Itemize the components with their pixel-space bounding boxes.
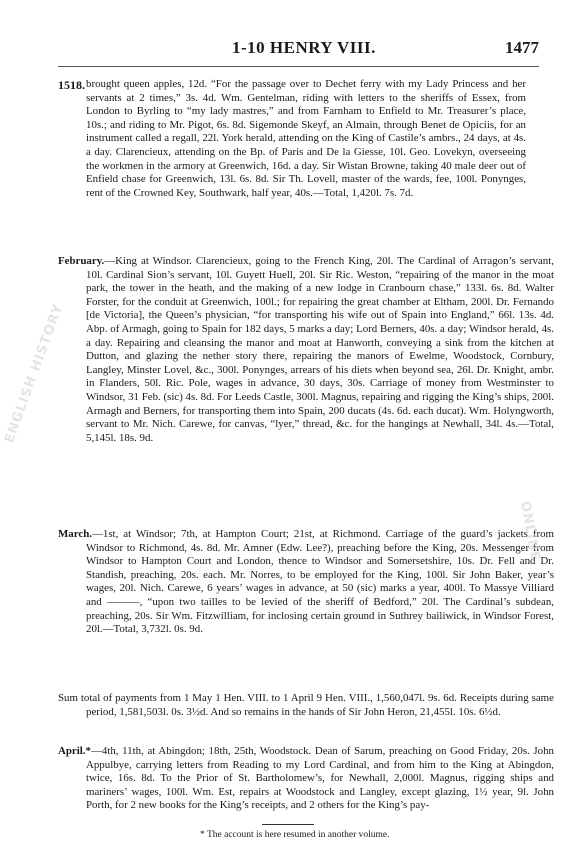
april-label: April.* [58, 745, 91, 757]
january-continuation: brought queen apples, 12d. “For the passage over to Dechet ferry with my Lady Princess and her servants at 2 times,” 3s. 4d. Wm. Gentelman, riding with letters to the sheriffs of Essex, from London to Byrling to “my lady mastres,” and from Farnham to Enfield to Mr. Treasurer’s place, 10s.; and riding to Mr. Pigot, 6s. 8d. Sigemonde Skeyf, an Almain, through Benet de Opiciis, for an instrument called a regall, 22l. York herald, attending on the King of Castile’s ambrs., 24 days, at 4s. a day. Clarencieux, attending on the Bp. of Paris and De la Giesse, 10l. Geo. Lovekyn, overseeing the workmen in the armory at Greenwich, 16d. a day. Sir Wistan Browne, taking 40 male deer out of Enfield chase for Greenwich, 13l. 6s. 8d. Sir Th. Lovell, master of the wards, fee, 100l. Ponynges, rent of the Crowned Key, Southwark, half year, 40s.—Total, 1,420l. 7s. 7d. [86, 78, 526, 199]
april-text: —4th, 11th, at Abingdon; 18th, 25th, Woodstock. Dean of Sarum, preaching on Good Friday, 20s. John Appulbye, carrying letters from Reading to my Lord Cardinal, and from him to the King at Abingdon, twice, 16s. 8d. To the Prior of St. Bartholomew’s, for Newhall, 2,000l. Magnus, rigging ships and mariners’ wages, 100l. Wm. Est, repairs at Woodstock and Langley, except glazing, 1½ year, 9l. John Porth, for 2 new books for the King’s receipts, and 2 others for the King’s pay- [86, 745, 554, 812]
february-entry [58, 255, 554, 445]
year-marker: 1518. [58, 78, 85, 92]
watermark-left: ENGLISH HISTORY [2, 301, 67, 446]
march-label: March. [58, 528, 92, 540]
april-entry [58, 745, 554, 813]
footnote-rule [262, 824, 314, 825]
march-text: —1st, at Windsor; 7th, at Hampton Court; 21st, at Richmond. Carriage of the guard’s jackets from Windsor to Richmond, 4s. 8d. Mr. Amner (Edw. Lee?), preaching before the King, 20s. Messenger from Windsor to Hampton Court and London, thence to Windsor and Somersetshire, 10s. Dr. Fell and Dr. Standish, preaching, 20s. each. Mr. Norres, to be employed for the King, 100l. Sir John Baker, year’s wages, 20l. Nich. Carewe, 6 years’ wages in advance, at 50 (sic) marks a year, 400l. To Massye Villiard and ———, “upon two tailles to be levied of the sheriff of Bedford,” 20l. The Cardinal’s subdean, preaching, 20s. Sir Wm. Fitzwilliam, for inclosing certain ground in Suthrey bailiwick, in Windsor Forest, 20l.—Total, 3,732l. 0s. 9d. [86, 528, 554, 636]
watermark-right: ONLINE [517, 500, 543, 563]
page-number: 1477 [505, 38, 539, 57]
footnote: * The account is here resumed in another volume. [200, 830, 390, 840]
february-label: February. [58, 255, 105, 267]
march-entry [58, 528, 554, 637]
running-header-title: 1-10 HENRY VIII. [232, 38, 376, 57]
february-text: —King at Windsor. Clarencieux, going to the French King, 20l. The Cardinal of Arragon’s servant, 10l. Cardinal Sion’s servant, 10l. Guyett Huell, 20l. Sir Ric. Weston, “repairing of the manor in the moat park, the tower in the heath, and the making of a new lodge in Cranbourn chase,” 133l. 6s. 8d. Walter Forster, for the conduit at Greenwich, 100l.; for repairing the great chamber at Eltham, 200l. Dr. Fernando [de Victoria], the Queen’s physician, “for transporting his wife out of Spain into England,” 66l. 13s. 4d. Abp. of Armagh, going to Spain for 182 days, 5 marks a day; Lord Berners, 40s. a day; Windsor herald, 4s. a day. Repairing and cleansing the manor and moat at Hanworth, conveying a sink from the kitchen at Dutton, and glazing the nether story there, repairing the manors of Ewelme, Woodstock, Cornbury, Langley, Minster Lovel, &c., 300l. Ponynges, arrears of his diets when beyond sea, 26l. Dr. Knight, ambr. in Flanders, 50l. Ric. Pole, wages in advance, 30 days, 30s. Carriage of money from Westminster to Windsor, 31 Feb. (sic) 4s. 8d. For Leeds Castle, 300l. Magnus, repairing and rigging the King’s ships, 200l. Armagh and Berners, for transporting them into Spain, 200 ducats (4s. 6d. each ducat). Wm. Holyngworth, servant to Mr. Nich. Carewe, for canvas, “lyer,” thread, &c. for the hangings at Newhall, 34l. 4s.—Total, 5,145l. 18s. 9d. [86, 255, 554, 444]
sum-total-entry: Sum total of payments from 1 May 1 Hen. VIII. to 1 April 9 Hen. VIII., 1,560,047l. 9s. 6d. Receipts during same period, 1,581,503l. 0s. 3½d. And so remains in the hands of Sir John Heron, 21,455l. 10s. 6½d. [58, 692, 554, 718]
header-rule [58, 66, 539, 67]
